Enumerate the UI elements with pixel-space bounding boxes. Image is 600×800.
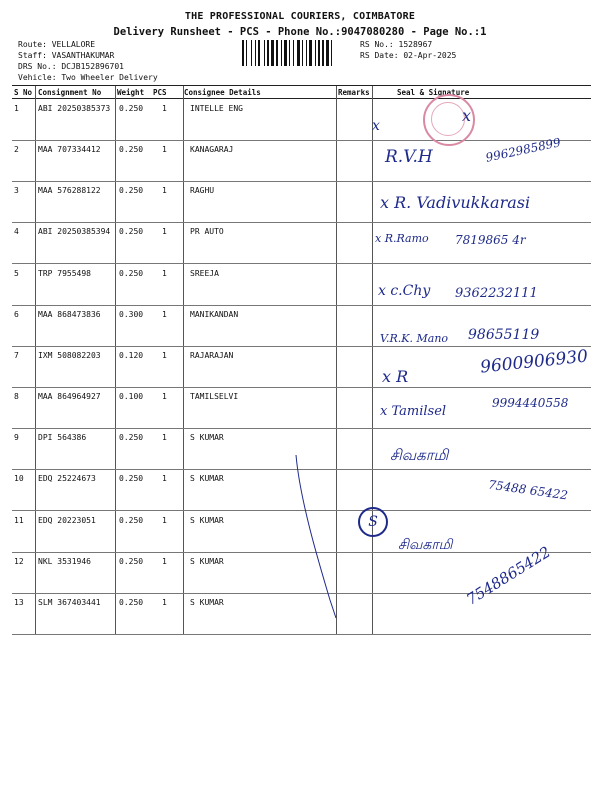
cell-consignment-no: MAA 864964927 [38, 392, 101, 402]
cell-sno: 11 [14, 515, 24, 525]
barcode-bar [251, 40, 252, 66]
barcode-bar [315, 40, 316, 66]
cell-sno: 6 [14, 309, 19, 319]
cell-weight: 0.250 [119, 227, 144, 237]
cell-consignee: KANAGARAJ [190, 145, 234, 155]
cell-consignment-no: MAA 707334412 [38, 145, 101, 155]
phone-row-4: 7819865 4r [455, 233, 526, 247]
barcode-bar [326, 40, 329, 66]
barcode-bar [276, 40, 278, 66]
col-remarks: Remarks [338, 88, 370, 97]
cell-consignment-no: EDQ 25224673 [38, 474, 96, 484]
circled-mark: S [358, 507, 388, 537]
cell-consignee: RAGHU [190, 186, 215, 196]
cell-consignment-no: DPI 564386 [38, 433, 87, 443]
cell-consignee: S KUMAR [190, 597, 224, 607]
phone-row-10: 75488 65422 [487, 477, 569, 503]
cell-consignee: PR AUTO [190, 227, 224, 237]
barcode-bar [302, 40, 303, 66]
cell-consignee: RAJARAJAN [190, 350, 234, 360]
col-seal-signature: Seal & Signature [397, 88, 470, 97]
cell-pcs: 1 [162, 227, 167, 237]
signature-row-8: x Tamilsel [380, 404, 447, 419]
signature-row-6: V.R.K. Mano [380, 332, 449, 345]
table-row [12, 99, 591, 141]
barcode-bar [264, 40, 265, 66]
cell-consignee: S KUMAR [190, 515, 224, 525]
phone-row-8: 9994440558 [492, 396, 569, 410]
signature-row-7: x R [382, 367, 409, 386]
col-pcs: PCS [153, 88, 167, 97]
drs-number: DRS No.: DCJB152896701 [18, 62, 124, 71]
cell-consignee: S KUMAR [190, 556, 224, 566]
barcode-bar [284, 40, 287, 66]
cell-consignment-no: MAA 576288122 [38, 186, 101, 196]
cell-consignee: INTELLE ENG [190, 104, 243, 113]
cell-pcs: 1 [162, 556, 167, 566]
cell-weight: 0.300 [119, 309, 144, 319]
barcode-bar [255, 40, 256, 66]
col-sno: S No [14, 88, 33, 97]
cell-pcs: 1 [162, 104, 167, 113]
cell-consignment-no: NKL 3531946 [38, 556, 91, 566]
cell-weight: 0.120 [119, 350, 144, 360]
staff-label: Staff: VASANTHAKUMAR [18, 51, 115, 60]
cell-sno: 2 [14, 145, 19, 155]
cell-pcs: 1 [162, 597, 167, 607]
phone-row-13: 7548865422 [463, 542, 554, 609]
barcode-bar [322, 40, 324, 66]
vehicle-label: Vehicle: Two Wheeler Delivery [18, 73, 158, 82]
cell-consignment-no: ABI 20250385373 [38, 104, 111, 113]
cell-weight: 0.100 [119, 392, 144, 402]
signature-row-4: x R.Ramo [375, 232, 429, 245]
rs-number: RS No.: 1528967 [360, 40, 433, 49]
phone-row-7: 9600906930 [479, 346, 589, 378]
cell-weight: 0.250 [119, 104, 144, 113]
runsheet-subtitle: Delivery Runsheet - PCS - Phone No.:9047080280 - Page No.:1 [113, 26, 487, 38]
cell-consignment-no: MAA 868473836 [38, 309, 101, 319]
cell-sno: 9 [14, 433, 19, 443]
barcode-bar [258, 40, 260, 66]
cell-consignee: TAMILSELVI [190, 392, 239, 402]
cell-sno: 5 [14, 268, 19, 278]
cell-consignment-no: IXM 508082203 [38, 350, 101, 360]
cell-weight: 0.250 [119, 186, 144, 196]
cell-consignment-no: EDQ 20223051 [38, 515, 96, 525]
cell-sno: 3 [14, 186, 19, 196]
cell-weight: 0.250 [119, 597, 144, 607]
barcode-bar [289, 40, 290, 66]
cell-pcs: 1 [162, 392, 167, 402]
cell-sno: 1 [14, 104, 19, 113]
table-row [12, 428, 591, 470]
handwritten-mark: x [372, 118, 380, 134]
col-consignee: Consignee Details [184, 88, 261, 97]
cell-pcs: 1 [162, 268, 167, 278]
cell-weight: 0.250 [119, 474, 144, 484]
cell-pcs: 1 [162, 433, 167, 443]
cell-sno: 10 [14, 474, 24, 484]
signature-row-5: x c.Chy [378, 283, 431, 299]
cell-pcs: 1 [162, 474, 167, 484]
signature-row-9: சிவகாமி [390, 446, 449, 464]
barcode-bar [331, 40, 332, 66]
col-weight: Weight [117, 88, 145, 97]
cell-sno: 8 [14, 392, 19, 402]
cell-weight: 0.250 [119, 556, 144, 566]
table-row [12, 511, 591, 553]
barcode-bar [318, 40, 320, 66]
barcode-bar [297, 40, 300, 66]
cell-consignee: S KUMAR [190, 474, 224, 484]
phone-row-6: 98655119 [468, 327, 540, 343]
cell-pcs: 1 [162, 186, 167, 196]
cell-consignment-no: TRP 7955498 [38, 268, 91, 278]
cell-sno: 13 [14, 597, 24, 607]
barcode-bar [309, 40, 312, 66]
signature-row-12: சிவகாமி [398, 537, 453, 553]
cell-weight: 0.250 [119, 433, 144, 443]
signature-row-3: x R. Vadivukkarasi [380, 193, 531, 212]
cell-pcs: 1 [162, 350, 167, 360]
barcode-bar [271, 40, 274, 66]
cell-consignment-no: SLM 367403441 [38, 597, 101, 607]
route-label: Route: VELLALORE [18, 40, 96, 49]
cell-consignee: SREEJA [190, 268, 219, 278]
cell-sno: 12 [14, 556, 24, 566]
table-row [12, 593, 591, 635]
cell-consignee: MANIKANDAN [190, 309, 239, 319]
rs-date: RS Date: 02-Apr-2025 [360, 51, 457, 60]
cell-pcs: 1 [162, 309, 167, 319]
barcode-bar [293, 40, 294, 66]
handwritten-mark: x [462, 106, 472, 125]
barcode-bar [281, 40, 282, 66]
cell-consignee: S KUMAR [190, 433, 224, 443]
barcode-bar [267, 40, 269, 66]
signature-row-2: R.V.H [385, 147, 433, 167]
cell-sno: 7 [14, 350, 19, 360]
cell-consignment-no: ABI 20250385394 [38, 227, 111, 237]
cell-weight: 0.250 [119, 515, 144, 525]
col-consignment: Consignment No [38, 88, 102, 97]
table-header [12, 86, 591, 99]
cell-sno: 4 [14, 227, 19, 237]
cell-pcs: 1 [162, 515, 167, 525]
cell-weight: 0.250 [119, 268, 144, 278]
company-title: THE PROFESSIONAL COURIERS, COIMBATORE [184, 11, 416, 22]
cell-weight: 0.250 [119, 145, 144, 155]
barcode-image [242, 40, 352, 66]
phone-row-5: 9362232111 [455, 286, 538, 301]
phone-row-2: 9962985899 [484, 135, 562, 165]
barcode-bar [242, 40, 244, 66]
barcode-bar [246, 40, 247, 66]
cell-pcs: 1 [162, 145, 167, 155]
barcode-bar [306, 40, 307, 66]
